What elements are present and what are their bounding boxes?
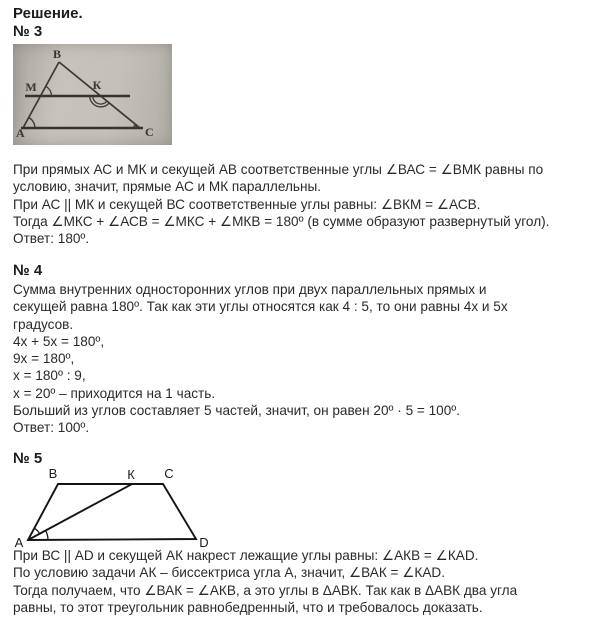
text-line: При АС || МК и секущей ВС соответственные углы равны: ∠ВКМ = ∠АСВ. (13, 196, 481, 212)
text-line: При ВС || АD и секущей АК накрест лежащие углы равны: ∠АКВ = ∠КАD. (13, 548, 479, 563)
vertex-label-a: А (16, 126, 25, 140)
angle-arc-bak (34, 528, 39, 533)
problem3-number: № 3 (13, 23, 43, 40)
vertex-label-b: В (52, 47, 62, 61)
problem5-figure-trapezoid (10, 464, 220, 548)
trapezoid-outline (28, 484, 196, 540)
angle-arc-a (29, 118, 35, 129)
vertex-label-k: К (92, 78, 102, 92)
problem4-solution-text (13, 281, 508, 436)
equation-line: 9x = 180º, (13, 351, 75, 366)
vertex-label-m: М (25, 80, 37, 94)
text-line: градусов. (13, 316, 74, 332)
text-line: Тогда ∠МКС + ∠АСВ = ∠МКС + ∠МКВ = 180º (в сумме образуют развернутый угол). (13, 213, 550, 229)
text-line: Тогда получаем, что ∠ВАК = ∠АКВ, а это углы в ΔАВК. Так как в ΔАВК два угла (13, 582, 518, 598)
text-line: секущей равна 180º. Так как эти углы относятся как 4 : 5, то они равны 4x и 5x (13, 299, 508, 315)
vertex-label-a: А (14, 535, 24, 548)
problem5-number: № 5 (13, 450, 43, 467)
problem4-number: № 4 (13, 262, 43, 279)
vertex-label-k: К (127, 467, 135, 482)
answer-line: Ответ: 100º. (13, 420, 90, 435)
vertex-label-c: С (164, 466, 174, 481)
angle-arc-m (46, 86, 52, 96)
trapezoid-diagram (10, 464, 220, 548)
text-line: условию, значит, прямые АС и МК параллельны. (13, 179, 322, 195)
text-line: По условию задачи АК – биссектриса угла А, значит, ∠ВАК = ∠КАD. (13, 565, 446, 581)
equation-line: 4x + 5x = 180º, (13, 333, 105, 349)
triangle-diagram (13, 44, 172, 145)
page-title: Решение. (13, 5, 83, 22)
vertex-label-d: D (199, 535, 209, 548)
answer-line: Ответ: 180º. (13, 231, 90, 246)
problem5-solution-text (13, 547, 517, 616)
vertex-label-b: В (48, 466, 58, 481)
vertex-label-c: С (145, 125, 154, 139)
text-line: Больший из углов составляет 5 частей, значит, он равен 20º · 5 = 100º. (13, 402, 461, 418)
equation-line: x = 180º : 9, (13, 368, 86, 384)
text-line: Сумма внутренних односторонних углов при двух параллельных прямых и (13, 282, 487, 297)
equation-line: x = 20º – приходится на 1 часть. (13, 385, 216, 401)
problem3-figure-photo (13, 44, 172, 145)
problem3-solution-text (13, 161, 549, 247)
text-line: При прямых АС и МК и секущей АВ соответственные углы ∠ВАС = ∠ВМК равны по (13, 162, 544, 177)
text-line: равны, то этот треугольник равнобедренный, что и требовалось доказать. (13, 599, 483, 615)
angle-arc-kad (46, 531, 48, 540)
